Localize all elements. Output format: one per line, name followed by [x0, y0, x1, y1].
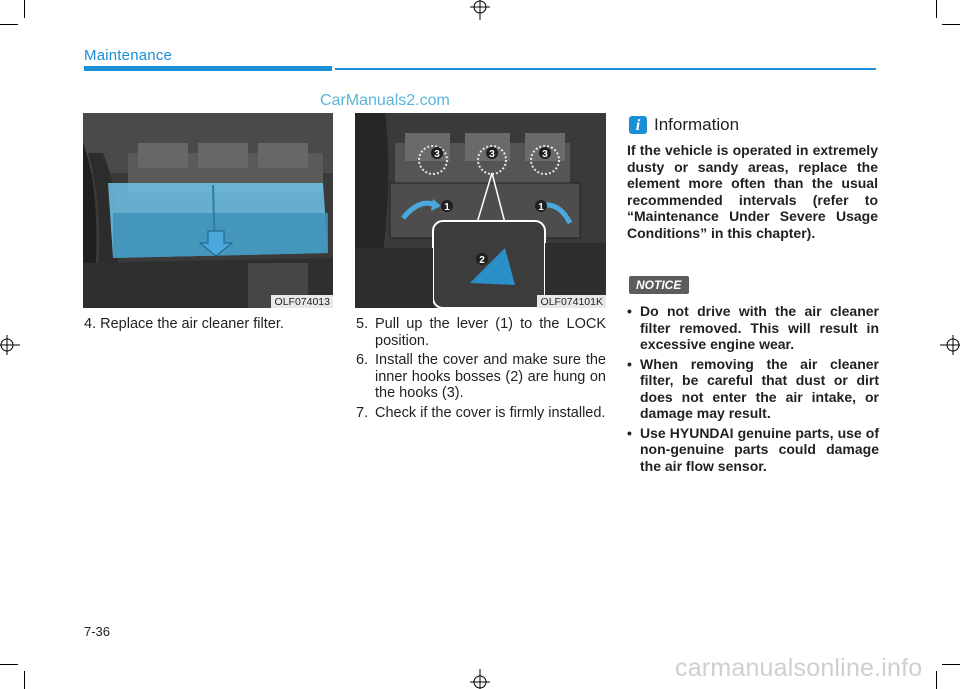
svg-text:1: 1	[444, 202, 450, 213]
page-number: 7-36	[84, 624, 111, 639]
crop-mark	[942, 664, 960, 665]
svg-text:1: 1	[538, 202, 544, 213]
step-text: Install the cover and make sure the inner hooks bosses (2) are hung on the hooks (3).	[375, 352, 606, 401]
step-4: 4. Replace the air cleaner filter.	[84, 316, 284, 332]
registration-mark	[940, 331, 960, 359]
step-number: 6.	[356, 352, 369, 368]
information-heading	[629, 115, 739, 135]
notice-list	[627, 303, 879, 477]
step-item	[356, 316, 606, 349]
crop-mark	[936, 671, 937, 689]
info-icon: i	[629, 116, 647, 134]
information-body: If the vehicle is operated in extremely dusty or sandy areas, replace the element more often than the usual recommended intervals (refer to “Maintenance Under Severe Usage Conditions” in this chapter).	[627, 142, 878, 241]
notice-bullet: • Do not drive with the air cleaner filter removed. This will result in excessive engine wear.	[627, 303, 879, 352]
watermark-top: CarManuals2.com	[320, 92, 450, 109]
figure-air-cleaner-filter	[83, 113, 333, 308]
header-rule-thin	[335, 68, 876, 70]
install-steps	[356, 316, 606, 424]
registration-mark	[466, 0, 494, 20]
step-item	[356, 352, 606, 402]
svg-text:3: 3	[489, 149, 495, 160]
notice-badge: NOTICE	[629, 276, 689, 294]
engine-bay-illustration	[83, 113, 333, 308]
step-text: Pull up the lever (1) to the LOCK position.	[375, 316, 606, 349]
crop-mark	[24, 671, 25, 689]
figure-code: OLF074013	[271, 295, 333, 308]
step-number: 7.	[356, 404, 369, 421]
notice-bullet: • Use HYUNDAI genuine parts, use of non-genuine parts could damage the air flow sensor.	[627, 424, 879, 474]
notice-bullet: • When removing the air cleaner filter, be careful that dust or dirt does not enter the air intake, or damage may result.	[627, 355, 879, 421]
svg-text:3: 3	[434, 149, 440, 160]
step-item	[356, 405, 606, 422]
registration-mark	[466, 669, 494, 689]
step-text: Check if the cover is firmly installed.	[375, 404, 606, 421]
watermark-bottom: carmanualsonline.info	[675, 654, 923, 682]
crop-mark	[24, 0, 25, 18]
crop-mark	[942, 24, 960, 25]
crop-mark	[936, 0, 937, 18]
section-title: Maintenance	[84, 47, 173, 64]
information-title: Information	[654, 115, 740, 134]
engine-bay-illustration	[355, 113, 606, 308]
notice-text: Use HYUNDAI genuine parts, use of non-genuine parts could damage the air flow sensor.	[640, 424, 879, 474]
step-number: 5.	[356, 316, 369, 332]
header-rule	[84, 66, 332, 71]
figure-code: OLF074101K	[537, 295, 606, 308]
figure-cover-install	[355, 113, 606, 308]
registration-mark	[0, 331, 20, 359]
crop-mark	[0, 664, 18, 665]
svg-text:3: 3	[542, 149, 548, 160]
notice-text: When removing the air cleaner filter, be careful that dust or dirt does not enter the air intake, or damage may result.	[640, 355, 879, 421]
svg-text:2: 2	[479, 255, 485, 266]
crop-mark	[0, 24, 18, 25]
notice-text: Do not drive with the air cleaner filter removed. This will result in excessive engine wear.	[640, 303, 879, 352]
